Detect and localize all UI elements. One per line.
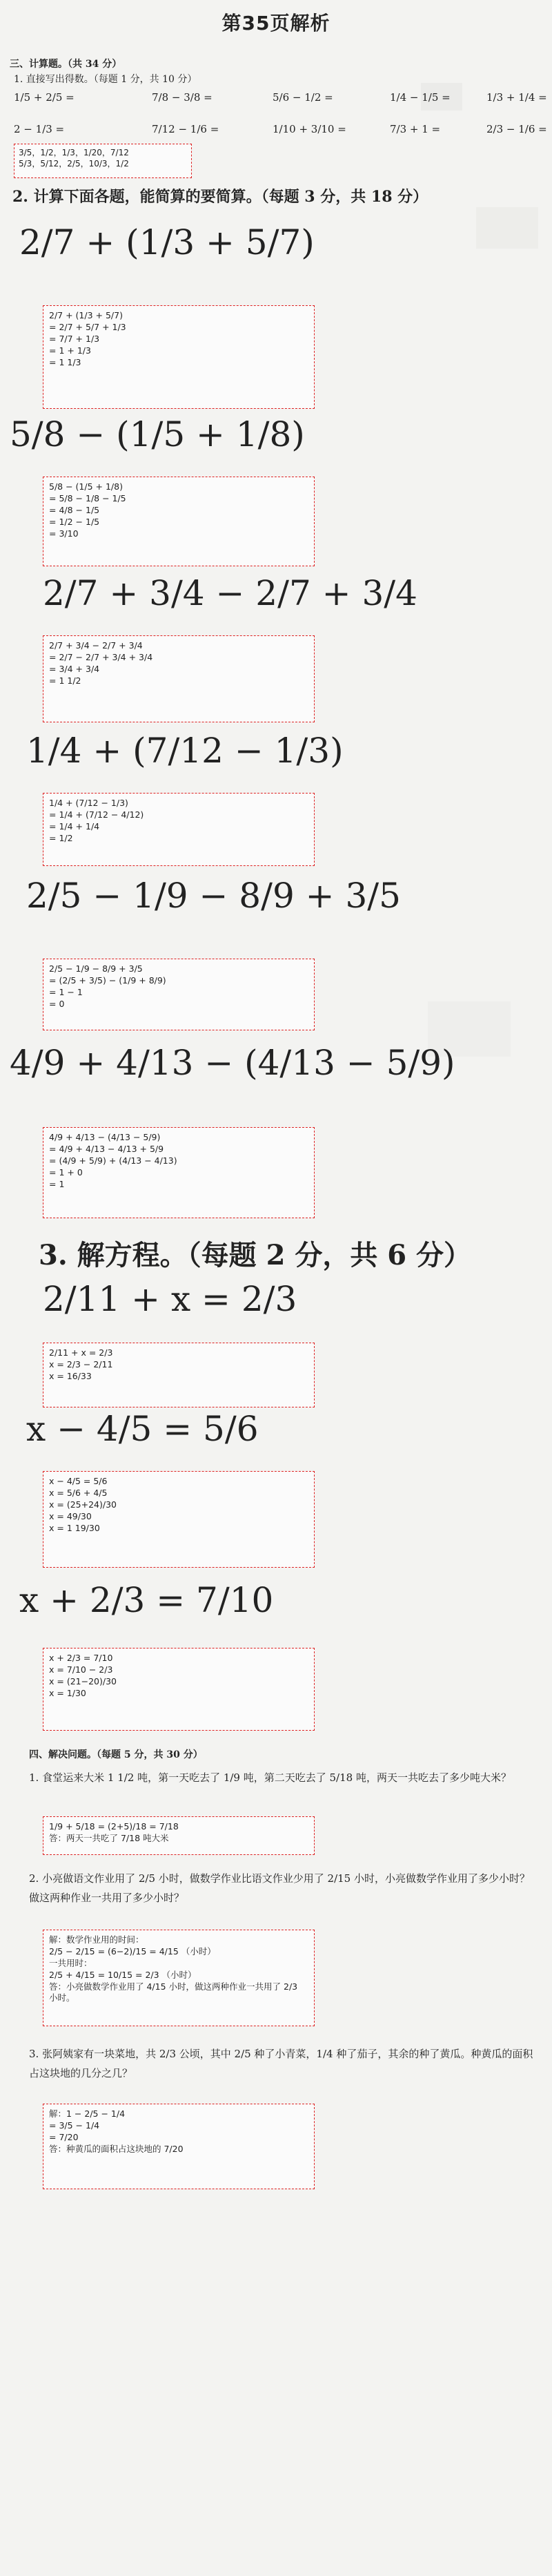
question-1: 1. 食堂运来大米 1 1/2 吨，第一天吃去了 1/9 吨，第二天吃去了 5/18 吨，两天一共吃去了多少吨大米？ (29, 1771, 511, 1784)
answer-line: 2/11 + x = 2/3 (49, 1347, 113, 1358)
answer-line: = 1/2 (49, 832, 73, 843)
page-title: 第35页解析 (221, 12, 331, 35)
oral-item: 1/10 + 3/10 = (273, 123, 346, 135)
answer-line: 2/7 + 3/4 − 2/7 + 3/4 (49, 640, 143, 651)
answer-box (43, 793, 315, 866)
answer-box (43, 1471, 315, 1568)
answer-line: = (2/5 + 3/5) − (1/9 + 8/9) (49, 974, 166, 986)
answer-line: x + 2/3 = 7/10 (49, 1653, 113, 1663)
answer-line: = 1 1/2 (49, 675, 81, 686)
answer-line: = 1/4 + 1/4 (49, 820, 100, 832)
expression: 4/9 + 4/13 − (4/13 − 5/9) (10, 1043, 455, 1083)
answer-line: 2/7 + (1/3 + 5/7) (49, 310, 123, 320)
equation: x − 4/5 = 5/6 (26, 1409, 259, 1449)
answer-line: = 0 (49, 998, 65, 1009)
oral-item: 2 − 1/3 = (14, 123, 65, 135)
answer-line: x − 4/5 = 5/6 (49, 1476, 108, 1486)
answer-box (43, 1816, 315, 1855)
oral-item: 1/4 − 1/5 = (390, 91, 451, 104)
question-2: 2. 小亮做语文作业用了 2/5 小时，做数学作业比语文作业少用了 2/15 小时，小亮做数学作业用了多少小时？做这两种作业一共用了多少小时？ (29, 1872, 530, 1904)
answer-line: x = 5/6 + 4/5 (49, 1487, 108, 1498)
answer-box (43, 477, 315, 566)
answer-line: = 5/8 − 1/8 − 1/5 (49, 492, 126, 503)
answer-line: x = 1/30 (49, 1687, 86, 1698)
answer-box (43, 305, 315, 409)
answer-line: = 1 − 1 (49, 986, 83, 997)
answer-line: 答：小亮做数学作业用了 4/15 小时，做这两种作业一共用了 2/3 小时。 (49, 1981, 298, 2003)
answer-box (43, 959, 315, 1030)
answer-box (43, 1127, 315, 1218)
answer-line: = 1 (49, 1178, 65, 1189)
answer-line: = 3/10 (49, 528, 79, 539)
answer-line: 答：两天一共吃了 7/18 吨大米 (49, 1832, 169, 1843)
answer-line: = 1/4 + (7/12 − 4/12) (49, 809, 144, 820)
answer-line: = 1 + 0 (49, 1166, 83, 1178)
expression: 2/7 + 3/4 − 2/7 + 3/4 (43, 573, 417, 613)
answer-line: = 3/5 − 1/4 (49, 2120, 100, 2131)
answer-line: 1/4 + (7/12 − 1/3) (49, 798, 128, 808)
section3-heading: 3. 解方程。（每题 2 分，共 6 分） (39, 1239, 472, 1271)
answer-line: = 4/8 − 1/5 (49, 504, 100, 515)
oral-item: 7/12 − 1/6 = (152, 123, 219, 135)
oral-item: 2/3 − 1/6 = (486, 123, 547, 135)
answer-line: 解：数学作业用的时间： (49, 1934, 144, 1945)
answer-line: = (4/9 + 5/9) + (4/13 − 4/13) (49, 1155, 177, 1166)
answer-line: 4/9 + 4/13 − (4/13 − 5/9) (49, 1132, 161, 1142)
answer-line: x = 49/30 (49, 1510, 92, 1521)
answer-line: = 4/9 + 4/13 − 4/13 + 5/9 (49, 1143, 164, 1154)
oral-item: 1/5 + 2/5 = (14, 91, 75, 104)
oral-item: 1/3 + 1/4 = (486, 91, 547, 104)
answer-line: x = 1 19/30 (49, 1522, 100, 1533)
answer-line: = 3/4 + 3/4 (49, 663, 100, 674)
answer-line: = 1/2 − 1/5 (49, 516, 100, 527)
answer-line: = 2/7 − 2/7 + 3/4 + 3/4 (49, 651, 153, 662)
answer-box (14, 144, 192, 178)
answer-line: = 2/7 + 5/7 + 1/3 (49, 321, 126, 332)
expression: 5/8 − (1/5 + 1/8) (10, 414, 305, 454)
answer-line: x = 7/10 − 2/3 (49, 1664, 113, 1675)
answer-line: 5/8 − (1/5 + 1/8) (49, 481, 123, 492)
answer-line: 2/5 − 1/9 − 8/9 + 3/5 (49, 963, 143, 974)
oral-item: 7/3 + 1 = (390, 123, 441, 135)
section1-sub: 1. 直接写出得数。（每题 1 分，共 10 分） (14, 74, 197, 85)
answer-line: 2/5 + 4/15 = 10/15 = 2/3 （小时） (49, 1969, 197, 1980)
expression: 2/7 + (1/3 + 5/7) (19, 222, 315, 262)
section2-heading: 2. 计算下面各题，能简算的要简算。（每题 3 分，共 18 分） (12, 188, 428, 206)
answer-line: x = (25+24)/30 (49, 1499, 117, 1510)
answer-line: 解：1 − 2/5 − 1/4 (49, 2108, 126, 2119)
oral-item: 5/6 − 1/2 = (273, 91, 333, 104)
equation: 2/11 + x = 2/3 (43, 1279, 297, 1319)
expression: 1/4 + (7/12 − 1/3) (26, 731, 344, 771)
answer-line: 2/5 − 2/15 = (6−2)/15 = 4/15 （小时） (49, 1945, 216, 1957)
answer-line: = 1 1/3 (49, 356, 81, 367)
oral-item: 7/8 − 3/8 = (152, 91, 213, 104)
answer-line: = 7/20 (49, 2131, 79, 2142)
question-3: 3. 张阿姨家有一块菜地，共 2/3 公顷，其中 2/5 种了小青菜，1/4 种了茄子，其余的种了黄瓜。种黄瓜的面积占这块地的几分之几？ (29, 2048, 533, 2079)
answer-line: x = 16/33 (49, 1370, 92, 1381)
answer-box (43, 635, 315, 722)
section4-heading: 四、解决问题。（每题 5 分，共 30 分） (29, 1749, 203, 1760)
answer-text: 3/5，1/2，1/3，1/20，7/12 5/3，5/12，2/5，10/3，1/2 (19, 148, 129, 169)
answer-line: 一共用时： (49, 1957, 92, 1968)
expression: 2/5 − 1/9 − 8/9 + 3/5 (26, 876, 401, 916)
answer-box (43, 2104, 315, 2189)
answer-box (43, 1930, 315, 2026)
equation: x + 2/3 = 7/10 (19, 1580, 274, 1620)
section1-heading: 三、计算题。（共 34 分） (10, 59, 122, 70)
answer-box (43, 1343, 315, 1407)
answer-line: 答：种黄瓜的面积占这块地的 7/20 (49, 2143, 184, 2154)
answer-line: = 1 + 1/3 (49, 345, 91, 356)
answer-line: x = 2/3 − 2/11 (49, 1358, 113, 1369)
answer-line: = 7/7 + 1/3 (49, 333, 100, 344)
answer-line: 1/9 + 5/18 = (2+5)/18 = 7/18 (49, 1821, 179, 1832)
answer-line: x = (21−20)/30 (49, 1675, 117, 1686)
answer-box (43, 1648, 315, 1731)
